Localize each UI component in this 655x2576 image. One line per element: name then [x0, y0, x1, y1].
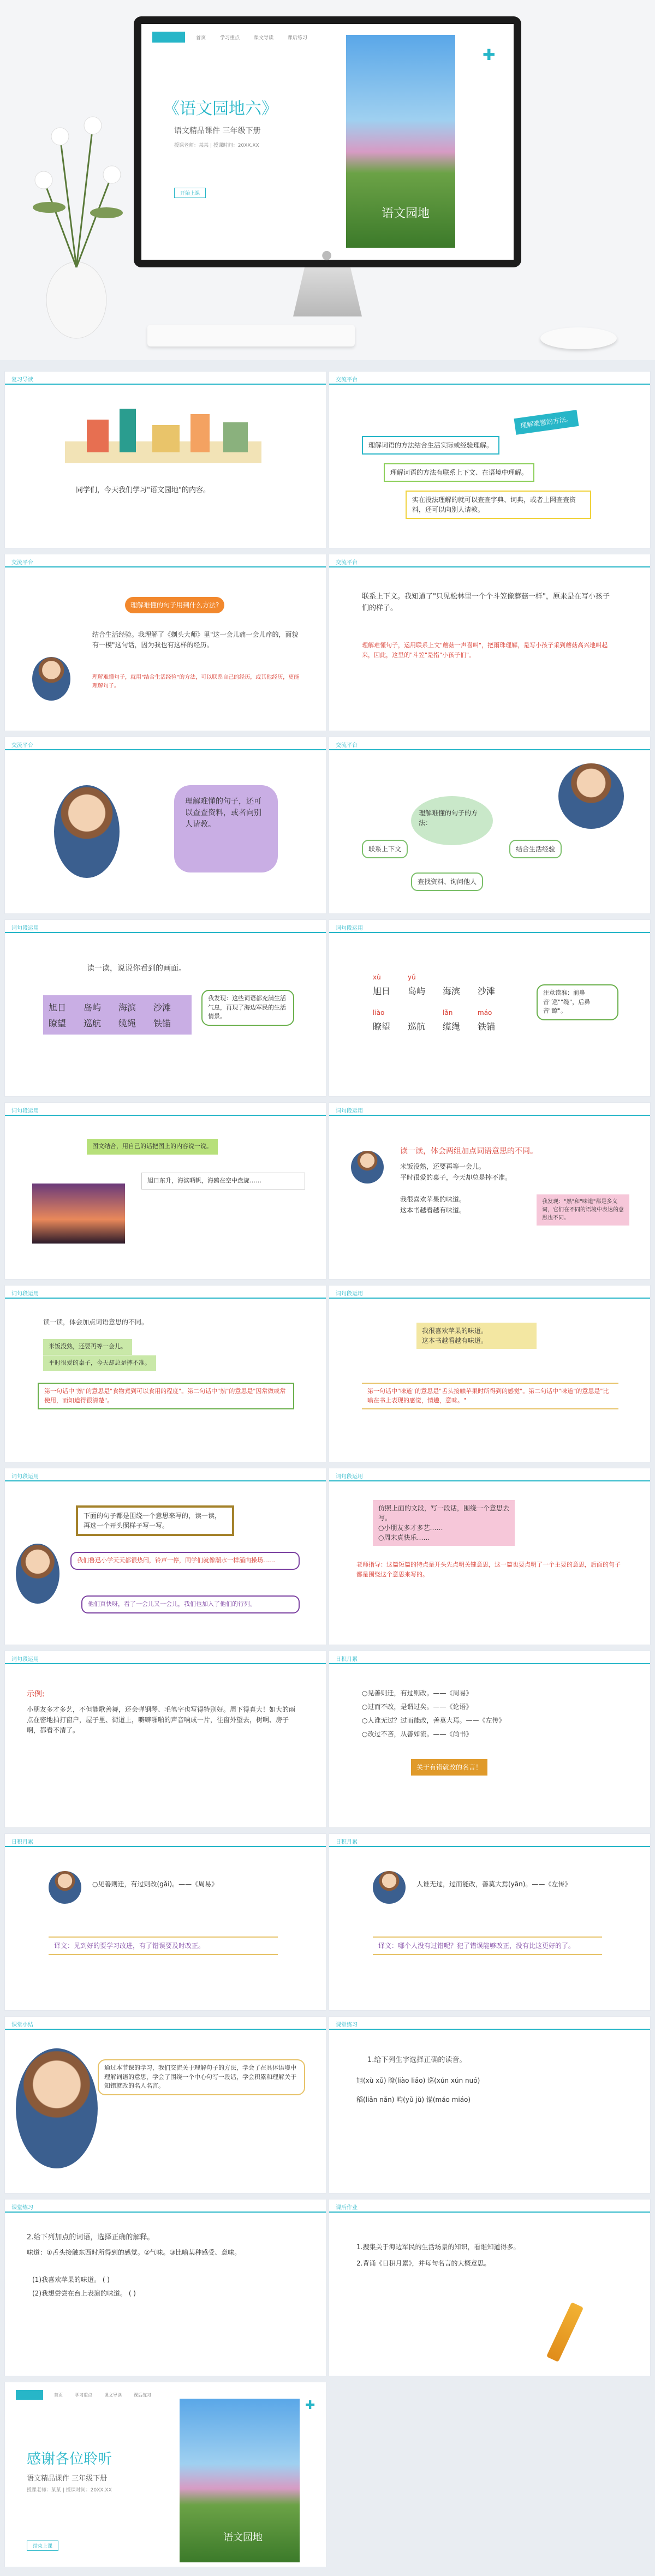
cover-image-caption: 语文园地 — [382, 207, 430, 220]
word: 沙滩 — [153, 1002, 171, 1013]
outro-slide — [4, 2382, 326, 2567]
plus-icon: ✚ — [305, 2399, 315, 2412]
monitor-stand — [289, 267, 366, 316]
method-note: 实在没法理解的就可以查查字典、词典，或者上网查查资料，还可以向别人请教。 — [406, 491, 591, 519]
word: 瞭望 — [49, 1018, 67, 1029]
mouse — [540, 327, 617, 349]
slide-10 — [329, 1102, 651, 1280]
outro-meta: 授课老师：某某 | 授课时间：20XX.XX — [27, 2488, 112, 2493]
word: 海滨 — [443, 986, 461, 996]
word: 旭日 — [373, 986, 391, 996]
pinyin — [478, 973, 510, 981]
slide-13 — [4, 1468, 326, 1645]
quote-line: ○改过不吝，从善如流。——《尚书》 — [362, 1730, 473, 1738]
discovery-bubble: 我发现：这些词语都充满生活气息，再现了海边军民的生活情景。 — [201, 990, 294, 1026]
word: 岛屿 — [84, 1002, 102, 1013]
slide-section: 日积月累 — [329, 1834, 650, 1847]
exercise-line: 稻(liǎn nǎn) 屿(yǔ jǔ) 锚(máo miáo) — [356, 2096, 471, 2103]
method-node: 查找资料、询问他人 — [411, 872, 483, 891]
pinyin: máo — [478, 1009, 492, 1017]
slide-4 — [329, 554, 651, 731]
slide-section: 词句段运用 — [329, 1103, 650, 1116]
slide-section: 课堂练习 — [5, 2200, 326, 2213]
word: 铁锚 — [153, 1018, 171, 1029]
example-para: 小朋友多才多艺，不但能歌善舞，还会弹钢琴、毛笔字也写得特别好。周下得真大！如大的雨点在密地拍打窗户，屋子里、街道上，噼噼啪啪的声音响成一片，往窗外望去，树啊、房子啊，都看不清了。 — [27, 1706, 296, 1735]
example-para: 我们鲁迅小学天天都很热闹，铃声一停，同学们就像潮水一样涌向操场…… — [70, 1552, 300, 1570]
slide-section: 日积月累 — [329, 1651, 650, 1664]
translation: 译文：见到好的要学习改进，有了错误要及时改正。 — [49, 1937, 278, 1955]
vase-plant-image — [16, 82, 142, 344]
word-grid — [373, 984, 510, 997]
pinyin — [408, 1009, 440, 1017]
method-node: 联系上下文 — [362, 840, 408, 858]
slide-2 — [329, 371, 651, 548]
slide-22 — [329, 2199, 651, 2376]
translation: 译文：哪个人没有过错呢？犯了错误能够改正，没有比这更好的了。 — [373, 1937, 602, 1955]
slide-11 — [4, 1285, 326, 1462]
method-node: 结合生活经验 — [509, 840, 562, 858]
outro-subtitle: 语文精品课件 三年级下册 — [27, 2475, 108, 2483]
exercise-heading: 2.给下列加点的词语，选择正确的解释。 — [27, 2233, 154, 2242]
children-image — [558, 763, 624, 829]
slide-7 — [4, 919, 326, 1097]
slide-text: 同学们，今天我们学习"语文园地"的内容。 — [76, 486, 210, 494]
summary-box: 通过本节课的学习，我们交流关于理解句子的方法，学会了在具体语境中理解词语的意思，学会了围绕一个中心句写一段话，学会积累和理解关于知错就改的名人名言。 — [98, 2059, 305, 2095]
slide-section: 交流平台 — [329, 737, 650, 750]
slide-heading: 读一读，体会加点词语意思的不同。 — [43, 1318, 148, 1326]
child-image — [16, 2048, 98, 2168]
logo-block — [152, 32, 185, 43]
example-line: 我很喜欢苹果的味道。 — [400, 1196, 466, 1203]
start-button[interactable]: 开始上课 — [174, 188, 206, 198]
cover-meta: 授课老师：某某 | 授课时间：20XX.XX — [174, 143, 259, 148]
example-line: 这本书越看越有味道。 — [422, 1337, 488, 1344]
slide-14 — [329, 1468, 651, 1645]
task-tag: 图文结合，用自己的话把图上的内容说一说。 — [87, 1139, 218, 1155]
slide-section: 词句段运用 — [5, 1103, 326, 1116]
cover-title: 《语文园地六》 — [163, 99, 278, 118]
slide-small: 理解难懂句子，就用"结合生活经验"的方法，可以联系自己的经历，或其他经历，更能理解句子。 — [92, 674, 300, 689]
slide-17 — [4, 1833, 326, 2011]
pinyin: liào — [373, 1009, 385, 1017]
slide-21 — [4, 2199, 326, 2376]
slide-section: 交流平台 — [5, 554, 326, 567]
bubble: 理解难懂的句子，还可以查查资料，或者向别人请教。 — [174, 785, 278, 872]
slide-section: 词句段运用 — [5, 1286, 326, 1299]
nav-item[interactable]: 课文导读 — [254, 35, 274, 41]
slide-15 — [4, 1651, 326, 1828]
slide-19 — [4, 2016, 326, 2194]
outro-nav — [54, 2392, 151, 2398]
exercise-heading: 1.给下列生字选择正确的读音。 — [367, 2056, 467, 2064]
slide-section: 课堂小结 — [5, 2017, 326, 2030]
word-grid — [43, 995, 192, 1035]
nav-item[interactable]: 学习重点 — [75, 2393, 92, 2398]
question-bubble: 理解难懂的句子用到什么方法? — [125, 597, 224, 613]
word: 巡航 — [84, 1018, 102, 1029]
slide-1 — [4, 371, 326, 548]
child-image — [54, 785, 120, 878]
cover-nav — [196, 34, 307, 41]
pencil-icon — [546, 2302, 583, 2362]
explanation-box: 第一句话中"熟"的意思是"食物煮到可以食用的程度"。第二句话中"熟"的意思是"因常做或常使用，而知道得很清楚"。 — [38, 1383, 294, 1409]
slide-para: 旭日东升，海滨晒帆，海鸥在空中盘旋…… — [141, 1173, 305, 1190]
slide-para: 结合生活经验。我理解了《剃头大师》里"这一会儿痛一会儿痒的，面貌有一模"这句话，因为我也有这样的经历。 — [92, 631, 299, 649]
end-button[interactable]: 结束上课 — [27, 2541, 58, 2551]
word: 岛屿 — [408, 986, 426, 996]
quote-line: ○过而不改，是谓过矣。——《论语》 — [362, 1703, 473, 1711]
slide-heading: 读一读，说说你看到的画面。 — [87, 964, 186, 973]
teacher-avatar — [49, 1871, 81, 1904]
task-banner: 下面的句子都是围绕一个意思来写的，读一读，再选一个开头照样子写一写。 — [76, 1505, 234, 1536]
nav-item[interactable]: 学习重点 — [220, 35, 240, 41]
slide-12 — [329, 1285, 651, 1462]
sunrise-image — [32, 1184, 125, 1244]
slide-18 — [329, 1833, 651, 2011]
word: 巡航 — [408, 1021, 426, 1032]
monitor-frame — [134, 16, 521, 267]
task-box — [373, 1500, 515, 1546]
word-grid — [373, 1020, 510, 1032]
example-note: 他们真快呀，看了一会儿又一会儿，我们也加入了他们的行列。 — [81, 1595, 300, 1613]
exercise-line: 味道：①舌头接触东西时所得到的感觉。②气味。③比喻某种感受、意味。 — [27, 2249, 241, 2256]
plus-icon: ✚ — [483, 46, 496, 64]
reading-note: 注意读准：前鼻音"巡""缆"，后鼻音"瞭"。 — [537, 984, 618, 1020]
city-illustration — [65, 403, 261, 469]
slide-5 — [4, 737, 326, 914]
slide-16 — [329, 1651, 651, 1828]
homework-line: 2.背诵《日积月累》，并每句名言的大概意思。 — [356, 2260, 491, 2267]
example-line: 米饭没熟，还要再等一会儿。 — [400, 1163, 486, 1170]
quote-line: ○见善则迁，有过则改(gǎi)。——《周易》 — [92, 1880, 218, 1888]
slide-section: 词句段运用 — [5, 1651, 326, 1664]
exercise-line: 旭(xù xǔ) 瞭(liào liǎo) 巡(xún xún nuó) — [356, 2077, 480, 2084]
task-option: ○小朋友多才多艺…… — [378, 1524, 443, 1532]
slide-section: 交流平台 — [5, 737, 326, 750]
pinyin: xù — [373, 973, 381, 981]
pinyin-row — [373, 973, 510, 981]
outro-image-caption: 语文园地 — [223, 2532, 263, 2543]
slide-9 — [4, 1102, 326, 1280]
slide-small: 理解难懂句子，运用联系上文"蘑菇一声喜叫"，把雨珠理解，是写小孩子采到蘑菇高兴地叫起来，因此，这里的"斗笠"是指"小孩子们"。 — [362, 642, 608, 659]
slide-section: 交流平台 — [329, 372, 650, 385]
slide-section: 词句段运用 — [329, 1468, 650, 1481]
exercise-line: (2)我想尝尝在台上表演的味道。 ( ) — [32, 2290, 136, 2297]
slide-section: 词句段运用 — [329, 1286, 650, 1299]
cover-slide — [141, 24, 514, 260]
word: 缆绳 — [118, 1018, 136, 1029]
outro-title: 感谢各位聆听 — [27, 2451, 112, 2467]
explanation-box: 第一句话中"味道"的意思是"舌头接触苹果时所得到的感觉"。第二句话中"味道"的意思是"比喻在书上表现的感觉，情趣，意味。" — [362, 1383, 618, 1409]
word: 缆绳 — [443, 1021, 461, 1032]
task-option: ○周末真快乐…… — [378, 1534, 430, 1541]
slide-section: 日积月累 — [5, 1834, 326, 1847]
child-image — [16, 1544, 59, 1604]
method-line: 理解词语的方法有联系上下文、在语境中理解。 — [384, 463, 534, 482]
example-label: 示例: — [27, 1690, 45, 1699]
slide-section: 交流平台 — [329, 554, 650, 567]
word: 海滨 — [118, 1002, 136, 1013]
pinyin: yǔ — [408, 973, 416, 981]
word: 瞭望 — [373, 1021, 391, 1032]
center-node: 理解难懂的句子的方法： — [411, 796, 493, 845]
example-line: 我很喜欢苹果的味道。 — [422, 1327, 488, 1335]
apple-logo-icon: ● — [321, 248, 332, 262]
nav-item[interactable]: 课文导读 — [104, 2393, 122, 2398]
teacher-avatar — [373, 1871, 406, 1904]
nav-item[interactable]: 首页 — [54, 2393, 63, 2398]
pinyin — [443, 973, 475, 981]
slide-section: 课后作业 — [329, 2200, 650, 2213]
word: 旭日 — [49, 1002, 67, 1013]
slide-section: 词句段运用 — [5, 1468, 326, 1481]
example-box — [416, 1323, 537, 1349]
slide-3 — [4, 554, 326, 731]
slide-8 — [329, 919, 651, 1097]
pinyin-row — [373, 1009, 510, 1017]
pinyin: lǎn — [443, 1009, 453, 1017]
slide-20 — [329, 2016, 651, 2194]
exercise-line: (1)我喜欢苹果的味道。 ( ) — [32, 2276, 110, 2284]
discovery-note: 我发现："熟"和"味道"都是多义词，它们在不同的语境中表达的意思也不同。 — [537, 1194, 629, 1226]
teacher-tip: 老师指导：这篇短篇的特点是开头先点明关键意思，这一篇也要点明了一个主要的意思，后面的句子都是围绕这个意思来写的。 — [356, 1561, 621, 1578]
example-line: 这本书越看越有味道。 — [400, 1206, 466, 1214]
quote-line: 人谁无过，过而能改，善莫大焉(yān)。——《左传》 — [416, 1880, 571, 1888]
method-line: 理解词语的方法结合生活实际或经验理解。 — [362, 436, 499, 455]
nav-item[interactable]: 课后练习 — [288, 35, 308, 41]
nav-item[interactable]: 首页 — [196, 35, 206, 41]
child-image — [32, 657, 70, 701]
nav-item[interactable]: 课后练习 — [134, 2393, 151, 2398]
quote-line: ○见善则迁，有过则改。——《周易》 — [362, 1689, 473, 1697]
slide-para: 联系上下文。我知道了"只见松林里一个个斗笠像蘑菇一样"，原来是在写小孩子们的样子。 — [362, 593, 610, 612]
topic-banner: 关于有错就改的名言！ — [411, 1759, 487, 1776]
logo-block — [16, 2390, 43, 2400]
slide-section: 课堂练习 — [329, 2017, 650, 2030]
slide-heading: 读一读，体会两组加点词语意思的不同。 — [400, 1147, 538, 1156]
keyboard — [147, 325, 355, 346]
slide-section: 词句段运用 — [329, 920, 650, 933]
word: 沙滩 — [478, 986, 496, 996]
hero-mockup — [0, 0, 655, 360]
cover-subtitle: 语文精品课件 三年级下册 — [174, 127, 261, 135]
teacher-avatar — [351, 1151, 384, 1184]
slide-section: 复习导读 — [5, 372, 326, 385]
word: 铁锚 — [478, 1021, 496, 1032]
example-line: 平时很爱的桌子，今天却总是摔不准。 — [43, 1355, 156, 1371]
slide-6 — [329, 737, 651, 914]
task-title: 仿照上面的文段，写一段话，围绕一个意思去写。 — [378, 1504, 510, 1522]
example-line: 米饭没熟，还要再等一会儿。 — [43, 1339, 132, 1355]
homework-line: 1.搜集关于海边军民的生活场景的知识，看谁知道得多。 — [356, 2243, 520, 2251]
example-line: 平时很爱的桌子，今天却总是摔不准。 — [400, 1174, 512, 1181]
slide-section: 词句段运用 — [5, 920, 326, 933]
method-bubble: 理解难懂的方法。 — [514, 410, 579, 435]
quote-line: ○人谁无过？过而能改，善莫大焉。——《左传》 — [362, 1717, 505, 1724]
